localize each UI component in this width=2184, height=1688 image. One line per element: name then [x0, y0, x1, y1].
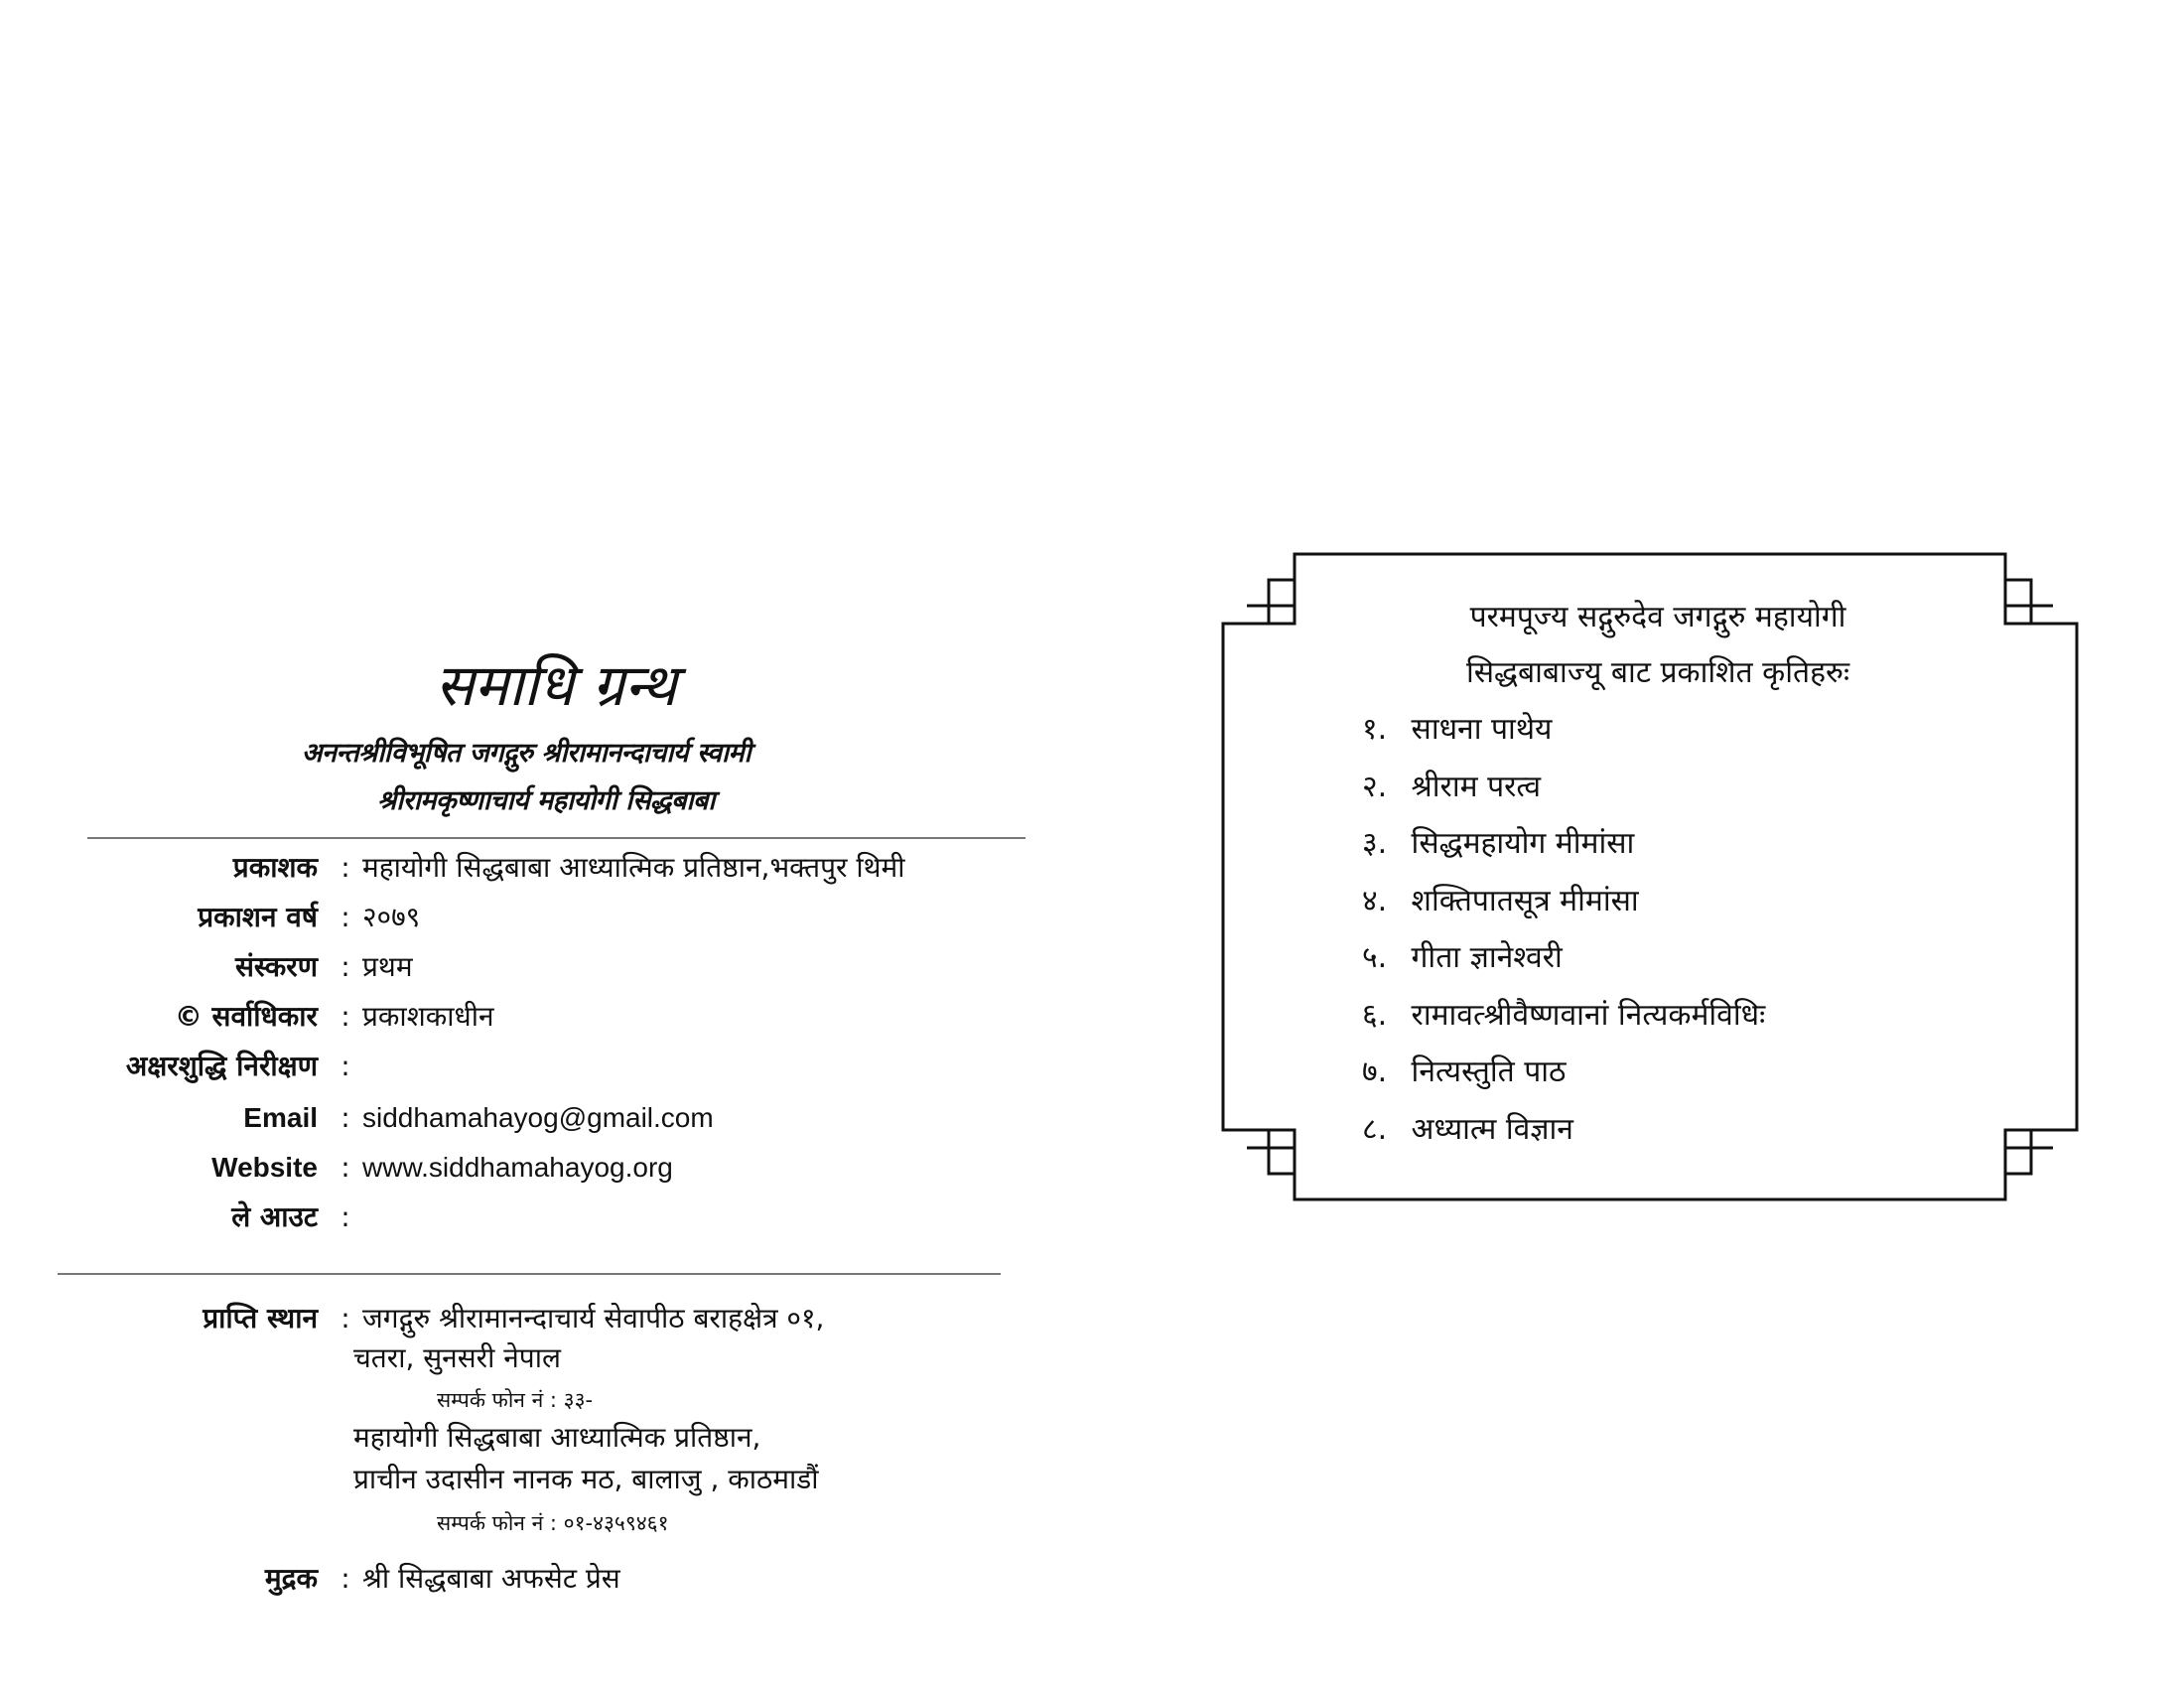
list-item [1362, 815, 1997, 873]
availability-address-3: महायोगी सिद्धबाबा आध्यात्मिक प्रतिष्ठान, [353, 1421, 761, 1454]
detail-row-publisher [0, 846, 1092, 890]
detail-label: © सर्वाधिकार [174, 1000, 318, 1033]
item-number: ५. [1362, 940, 1388, 975]
list-item [1362, 1044, 1997, 1101]
printer-label: मुद्रक [264, 1562, 318, 1595]
availability-address-2: चतरा, सुनसरी नेपाल [353, 1341, 561, 1374]
detail-colon: : [341, 901, 350, 933]
publications-list [1362, 701, 1997, 1158]
detail-row-year [0, 896, 1092, 939]
printer-value: श्री सिद्धबाबा अफसेट प्रेस [362, 1562, 620, 1595]
availability-address-1: जगद्गुरु श्रीरामानन्दाचार्य सेवापीठ बराहक्षेत्र ०१, [362, 1302, 825, 1335]
availability-phone-1: सम्पर्क फोन नं : ३३- [437, 1388, 594, 1412]
item-title: श्रीराम परत्व [1411, 769, 1542, 804]
detail-colon: : [341, 950, 350, 983]
list-item [1362, 929, 1997, 987]
top-divider [87, 837, 1025, 839]
item-title: गीता ज्ञानेश्वरी [1411, 940, 1563, 975]
author-line-1: अनन्तश्रीविभूषित जगद्गुरु श्रीरामानन्दाचार्य स्वामी [301, 738, 751, 769]
detail-label: संस्करण [234, 950, 318, 983]
item-title: अध्यात्म विज्ञान [1411, 1111, 1573, 1147]
item-number: ६. [1362, 997, 1388, 1033]
printer-row [0, 1557, 1092, 1601]
detail-label: Email [243, 1102, 318, 1133]
item-number: १. [1362, 712, 1388, 747]
availability-label: प्राप्ति स्थान [203, 1302, 318, 1335]
detail-label: अक्षरशुद्धि निरीक्षण [125, 1050, 318, 1082]
item-number: ३. [1362, 826, 1388, 861]
detail-colon: : [341, 1151, 350, 1184]
item-title: सिद्धमहायोग मीमांसा [1411, 826, 1635, 861]
detail-label: ले आउट [231, 1200, 318, 1233]
item-title: शक्तिपातसूत्र मीमांसा [1411, 883, 1639, 918]
detail-label: Website [211, 1152, 318, 1183]
bottom-divider [58, 1273, 1001, 1275]
item-number: ७. [1362, 1055, 1388, 1089]
publications-heading-2: सिद्धबाबाज्यू बाट प्रकाशित कृतिहरुः [1466, 655, 1849, 690]
item-title: नित्यस्तुति पाठ [1411, 1055, 1567, 1089]
website-link[interactable]: www.siddhamahayog.org [362, 1152, 673, 1183]
book-title: समाधि ग्रन्थ [435, 651, 677, 719]
detail-colon: : [341, 1302, 350, 1335]
detail-colon: : [341, 1000, 350, 1033]
author-line-2: श्रीरामकृष्णाचार्य महायोगी सिद्धबाबा [377, 785, 715, 816]
detail-colon: : [341, 1200, 350, 1233]
availability-phone-2: सम्पर्क फोन नं : ०१-४३५९४६१ [437, 1511, 669, 1535]
detail-row-website [0, 1146, 1092, 1190]
list-item [1362, 873, 1997, 930]
item-number: ४. [1362, 883, 1388, 918]
detail-row-edition [0, 945, 1092, 989]
email-link[interactable]: siddhamahayog@gmail.com [362, 1102, 714, 1133]
detail-row-copyright [0, 995, 1092, 1039]
availability-row [0, 1297, 1092, 1340]
detail-colon: : [341, 1101, 350, 1134]
item-number: ८. [1362, 1111, 1388, 1147]
detail-colon: : [341, 1050, 350, 1082]
detail-label: प्रकाशन वर्ष [198, 901, 318, 933]
detail-row-layout [0, 1196, 1092, 1239]
item-number: २. [1362, 769, 1388, 804]
detail-value: २०७९ [362, 901, 421, 933]
detail-row-proofreading [0, 1045, 1092, 1088]
item-title: रामावत्श्रीवैष्णवानां नित्यकर्मविधिः [1411, 997, 1766, 1033]
list-item [1362, 759, 1997, 816]
detail-value: प्रथम [362, 950, 413, 983]
availability-address-4: प्राचीन उदासीन नानक मठ, बालाजु , काठमाडौं [353, 1463, 819, 1495]
list-item [1362, 701, 1997, 759]
publications-heading-1: परमपूज्य सद्गुरुदेव जगद्गुरु महायोगी [1469, 600, 1846, 634]
detail-row-email [0, 1096, 1092, 1140]
detail-value: महायोगी सिद्धबाबा आध्यात्मिक प्रतिष्ठान,भक्तपुर थिमी [362, 851, 905, 884]
item-title: साधना पाथेय [1411, 712, 1553, 747]
detail-label: प्रकाशक [232, 851, 318, 884]
detail-value: प्रकाशकाधीन [362, 1000, 494, 1033]
detail-colon: : [341, 1562, 350, 1595]
detail-colon: : [341, 851, 350, 884]
list-item [1362, 987, 1997, 1045]
list-item [1362, 1101, 1997, 1159]
